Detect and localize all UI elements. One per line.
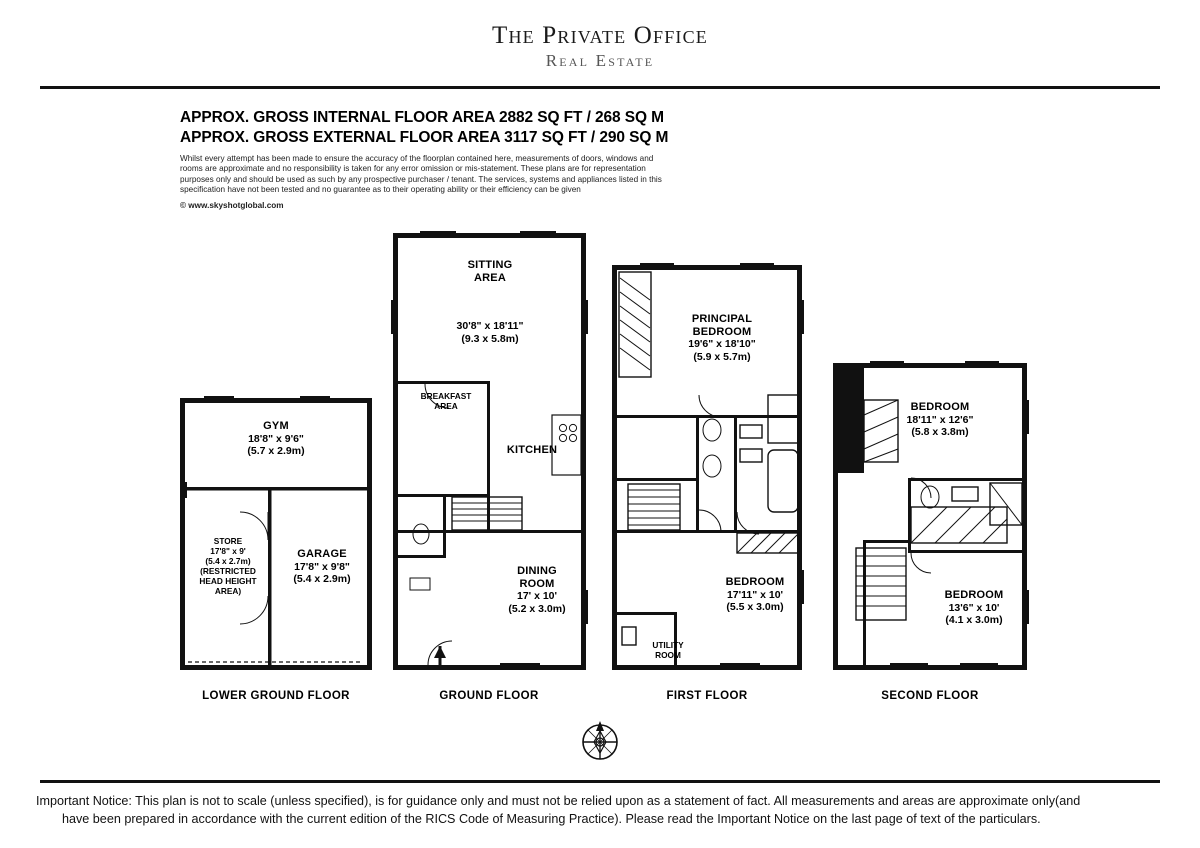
room-label-kitchen: KITCHEN — [506, 444, 558, 456]
room-label-store: STORE 17'8" x 9' (5.4 x 2.7m) (RESTRICTED HEAD HEIGHT AREA) — [199, 536, 257, 596]
gross-internal-area: APPROX. GROSS INTERNAL FLOOR AREA 2882 SQ FT / 268 SQ M — [180, 109, 664, 126]
room-label-dining-room: DINING ROOM 17' x 10' (5.2 x 3.0m) — [508, 565, 566, 615]
important-notice — [36, 792, 1166, 828]
floor-name-second: SECOND FLOOR — [881, 690, 979, 702]
room-label-utility-room: UTILITY ROOM — [652, 640, 684, 660]
floor-name-first: FIRST FLOOR — [666, 690, 748, 702]
room-label-bedroom-second-a: BEDROOM 18'11" x 12'6" (5.8 x 3.8m) — [906, 401, 974, 438]
floor-name-ground: GROUND FLOOR — [439, 690, 539, 702]
floor-name-lower-ground: LOWER GROUND FLOOR — [202, 690, 350, 702]
room-label-bedroom-first: BEDROOM 17'11" x 10' (5.5 x 3.0m) — [725, 576, 785, 613]
gross-external-area: APPROX. GROSS EXTERNAL FLOOR AREA 3117 SQ FT / 290 SQ M — [180, 129, 669, 146]
notice-line-2: have been prepared in accordance with the current edition of the RICS Code of Measuring Practice). Please read the Important Notice on the last page of text of the particulars. — [62, 812, 1041, 826]
room-label-gym: GYM 18'8" x 9'6" (5.7 x 2.9m) — [247, 420, 305, 457]
copyright-notice: © www.skyshotglobal.com — [180, 201, 284, 210]
plan-disclaimer: Whilst every attempt has been made to ensure the accuracy of the floorplan contained here, measurements of doors, windows and rooms are approximate and no responsibility is taken for any error omission or mis-statement. These plans are for representation purposes only and should be used as such by any prospective purchaser / tenant. The services, systems and appliances listed in this specification have not been tested and no guarantee as to their operating ability or their efficiency can be given — [180, 154, 662, 195]
compass-icon — [572, 712, 628, 768]
room-label-garage: GARAGE 17'8" x 9'8" (5.4 x 2.9m) — [293, 548, 351, 585]
room-label-sitting-area: SITTING AREA — [467, 259, 513, 284]
notice-line-1: Important Notice: This plan is not to scale (unless specified), is for guidance only and must not be relied upon as a statement of fact. All measurements and areas are approximate only(and — [36, 794, 1081, 808]
room-dims-sitting-area: 30'8" x 18'11" (9.3 x 5.8m) — [456, 320, 524, 345]
brand-subtitle: Real Estate — [545, 51, 655, 70]
brand-name: The Private Office — [491, 22, 708, 49]
room-label-bedroom-second-b: BEDROOM 13'6" x 10' (4.1 x 3.0m) — [944, 589, 1004, 626]
room-label-breakfast-area: BREAKFAST AREA — [420, 391, 472, 411]
room-label-principal-bedroom: PRINCIPAL BEDROOM 19'6" x 18'10" (5.9 x 5.7m) — [688, 313, 756, 363]
